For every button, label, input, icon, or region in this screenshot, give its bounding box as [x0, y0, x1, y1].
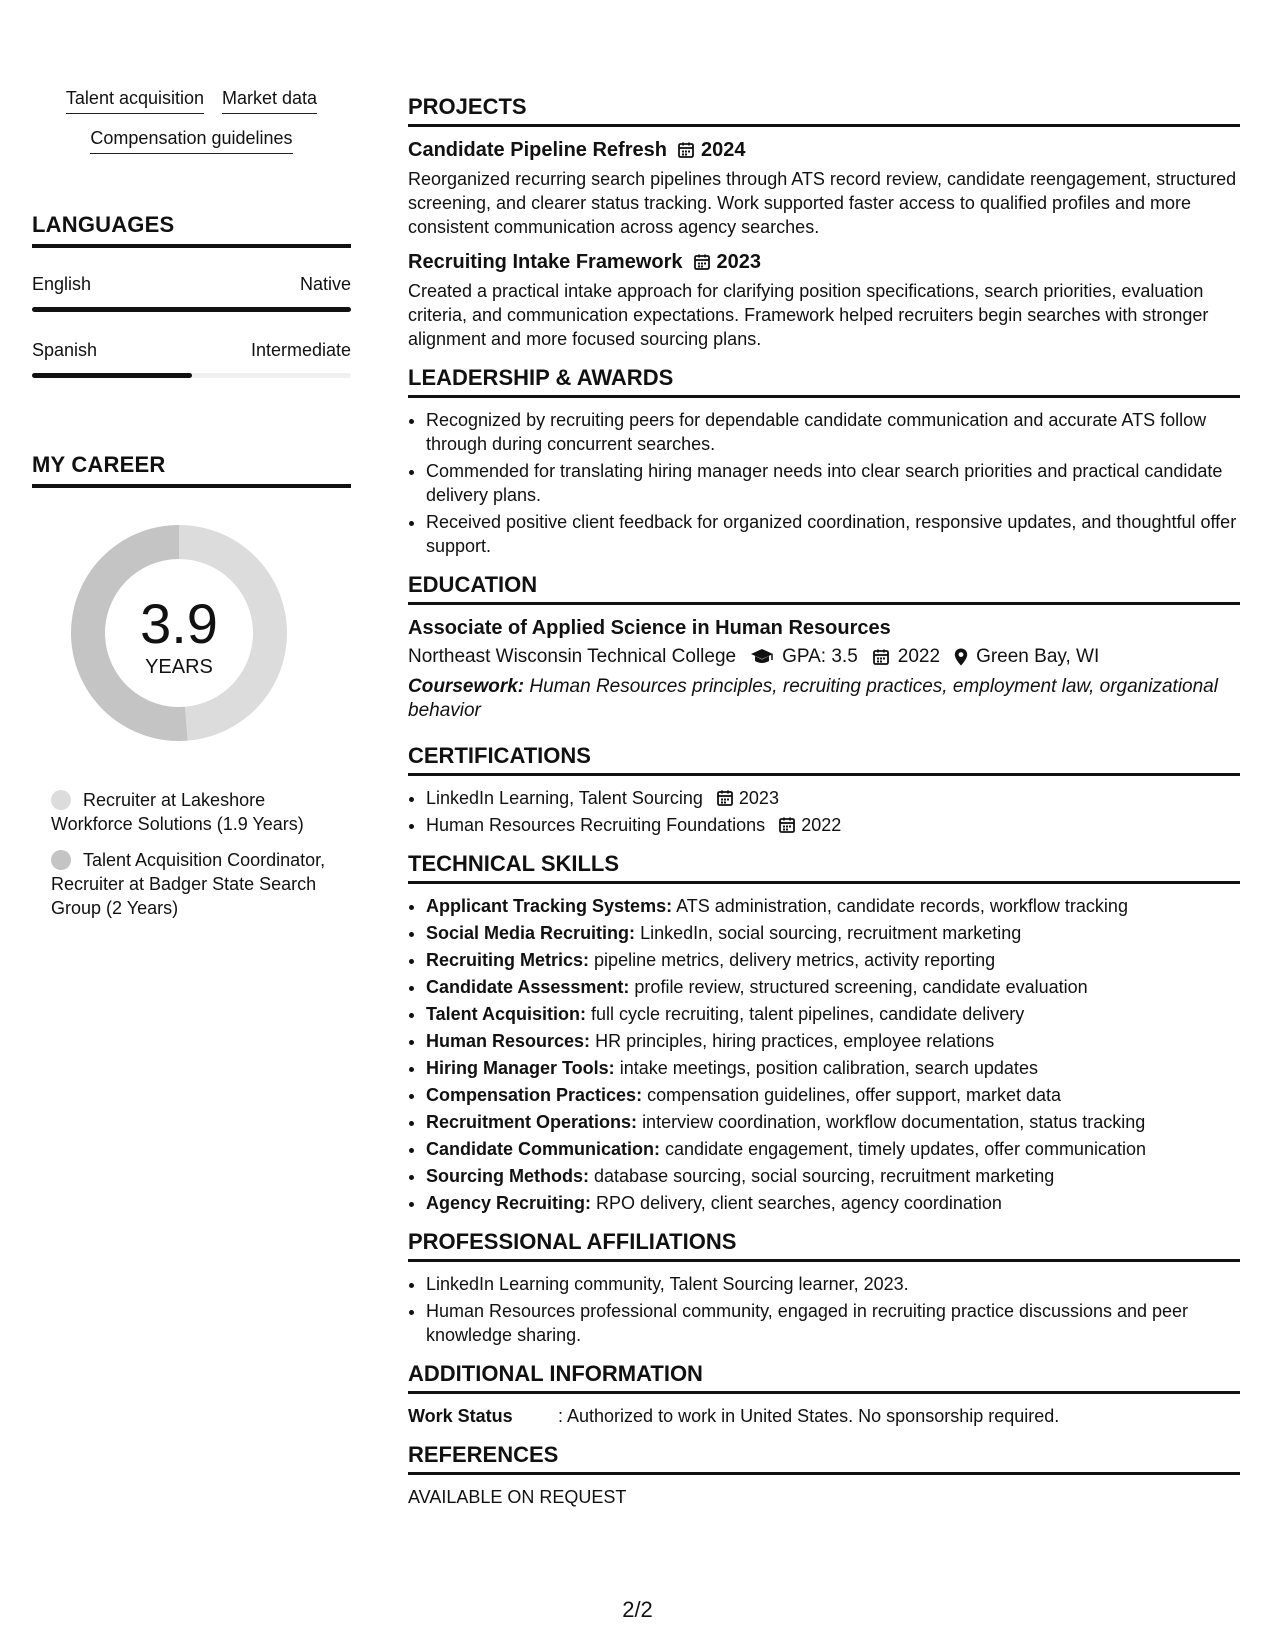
- language-name: English: [32, 274, 92, 294]
- certifications-list: [408, 786, 1240, 837]
- skills-list: [408, 894, 1240, 1215]
- project-title-row: [408, 249, 1240, 275]
- leadership-item: • Received positive client feedback for organized coordination, responsive updates, and thoughtful offer support.: [426, 510, 1240, 558]
- skill-item: [426, 1191, 1240, 1215]
- skill-item: [426, 894, 1240, 918]
- coursework-text: Human Resources principles, recruiting practices, employment law, organizational behavior: [408, 676, 1218, 721]
- calendar-icon: [778, 816, 796, 834]
- work-status-row: [408, 1404, 1240, 1428]
- project-year: 2024: [700, 139, 746, 161]
- leadership-item: • Recognized by recruiting peers for dependable candidate communication and accurate ATS follow through during concurrent searches.: [426, 408, 1240, 456]
- skill-item: [426, 1110, 1240, 1134]
- language-proficiency-bar: [32, 373, 351, 378]
- certification-item: [426, 786, 1240, 810]
- references-section: [408, 1442, 1240, 1509]
- references-heading: REFERENCES: [408, 1442, 1240, 1475]
- education-heading: EDUCATION: [408, 572, 1240, 605]
- certification-year: 2022: [801, 815, 842, 835]
- projects-heading: PROJECTS: [408, 94, 1240, 127]
- skill-category: Candidate Communication:: [426, 1139, 661, 1159]
- leadership-section: [408, 365, 1240, 558]
- skill-details: candidate engagement, timely updates, offer communication: [665, 1139, 1146, 1159]
- degree-title: Associate of Applied Science in Human Resources: [408, 617, 891, 639]
- skill-category: Human Resources:: [426, 1031, 591, 1051]
- additional-info-heading: ADDITIONAL INFORMATION: [408, 1361, 1240, 1394]
- left-column: [32, 86, 351, 918]
- certifications-heading: CERTIFICATIONS: [408, 743, 1240, 776]
- skill-category: Candidate Assessment:: [426, 977, 630, 997]
- career-heading: MY CAREER: [32, 452, 351, 488]
- skill-category: Social Media Recruiting:: [426, 923, 636, 943]
- affiliation-item: • LinkedIn Learning community, Talent Sourcing learner, 2023.: [426, 1272, 1240, 1296]
- skill-category: Recruiting Metrics:: [426, 950, 590, 970]
- calendar-icon: [677, 141, 695, 159]
- leadership-list: [408, 408, 1240, 558]
- certification-name: LinkedIn Learning, Talent Sourcing: [426, 788, 703, 808]
- language-name: Spanish: [32, 340, 98, 360]
- skill-details: pipeline metrics, delivery metrics, activity reporting: [594, 950, 996, 970]
- project-name: Recruiting Intake Framework: [408, 251, 683, 273]
- affiliation-item: • Human Resources professional community, engaged in recruiting practice discussions and peer knowledge sharing.: [426, 1299, 1240, 1347]
- career-legend: [51, 788, 331, 932]
- legend-dot: [51, 850, 71, 870]
- skill-item: [426, 948, 1240, 972]
- language-row: [32, 274, 351, 295]
- skill-category: Recruitment Operations:: [426, 1112, 638, 1132]
- right-column: [408, 94, 1240, 1523]
- leadership-heading: LEADERSHIP & AWARDS: [408, 365, 1240, 398]
- gpa: GPA: 3.5: [782, 646, 858, 667]
- skill-item: [426, 1164, 1240, 1188]
- skill-category: Agency Recruiting:: [426, 1193, 592, 1213]
- certification-name: Human Resources Recruiting Foundations: [426, 815, 766, 835]
- work-status-label: Work Status: [408, 1406, 513, 1426]
- career-total-years: 3.9: [140, 592, 218, 655]
- career-role-text: Recruiter at Lakeshore Workforce Solutions (1.9 Years): [51, 790, 304, 834]
- calendar-icon: [693, 253, 711, 271]
- skill-details: RPO delivery, client searches, agency coordination: [596, 1193, 1002, 1213]
- career-legend-item: [51, 848, 331, 920]
- affiliations-heading: PROFESSIONAL AFFILIATIONS: [408, 1229, 1240, 1262]
- calendar-icon: [716, 789, 734, 807]
- skill-details: HR principles, hiring practices, employee relations: [595, 1031, 995, 1051]
- affiliations-list: [408, 1272, 1240, 1347]
- school-location: Green Bay, WI: [976, 646, 1100, 667]
- skill-details: interview coordination, workflow documentation, status tracking: [642, 1112, 1146, 1132]
- language-proficiency-bar: [32, 307, 351, 312]
- language-proficiency-fill: [32, 373, 192, 378]
- certifications-section: [408, 743, 1240, 837]
- skills-heading: TECHNICAL SKILLS: [408, 851, 1240, 884]
- language-proficiency-fill: [32, 307, 351, 312]
- skill-category: Sourcing Methods:: [426, 1166, 589, 1186]
- skill-item: [426, 975, 1240, 999]
- language-row: [32, 340, 351, 361]
- skill-details: intake meetings, position calibration, search updates: [619, 1058, 1038, 1078]
- leadership-item: • Commended for translating hiring manager needs into clear search priorities and practical candidate delivery plans.: [426, 459, 1240, 507]
- skills-section: [408, 851, 1240, 1215]
- page-number: 2/2: [622, 1597, 653, 1622]
- skill-details: full cycle recruiting, talent pipelines, candidate delivery: [591, 1004, 1025, 1024]
- coursework-label: Coursework:: [408, 676, 525, 697]
- career-years-label: YEARS: [145, 656, 213, 678]
- skill-item: [426, 1083, 1240, 1107]
- skill-tag: Market data: [222, 86, 317, 114]
- skill-item: [426, 1029, 1240, 1053]
- education-section: [408, 572, 1240, 723]
- skill-details: LinkedIn, social sourcing, recruitment marketing: [640, 923, 1022, 943]
- languages-heading: LANGUAGES: [32, 212, 351, 248]
- career-donut-chart: [66, 520, 292, 746]
- school-name: Northeast Wisconsin Technical College: [408, 646, 737, 667]
- skill-item: [426, 1002, 1240, 1026]
- coursework: [408, 675, 1240, 723]
- skill-tag: Compensation guidelines: [90, 126, 292, 154]
- language-level: Native: [299, 274, 351, 294]
- project-year: 2023: [716, 251, 762, 273]
- additional-info-section: [408, 1361, 1240, 1428]
- project-title-row: [408, 137, 1240, 163]
- skill-tag: Talent acquisition: [66, 86, 204, 114]
- graduation-year: 2022: [897, 646, 941, 667]
- references-text: AVAILABLE ON REQUEST: [408, 1487, 627, 1507]
- education-details: [408, 643, 1240, 671]
- legend-dot: [51, 790, 71, 810]
- skill-category: Talent Acquisition:: [426, 1004, 586, 1024]
- project-name: Candidate Pipeline Refresh: [408, 139, 667, 161]
- skill-details: ATS administration, candidate records, workflow tracking: [676, 896, 1128, 916]
- skill-details: database sourcing, social sourcing, recruitment marketing: [594, 1166, 1055, 1186]
- languages-section: [32, 212, 351, 378]
- projects-section: [408, 94, 1240, 351]
- language-level: Intermediate: [250, 340, 351, 360]
- project-description: Created a practical intake approach for clarifying position specifications, search priorities, evaluation criteria, and communication expectations. Framework helped recruiters begin searches with stronger alignment and more focused sourcing plans.: [408, 281, 1209, 349]
- skill-category: Compensation Practices:: [426, 1085, 643, 1105]
- project-description: Reorganized recurring search pipelines through ATS record review, candidate reengagement, structured screening, and clearer status tracking. Work supported faster access to qualified profiles and more consistent communication across agency searches.: [408, 169, 1237, 237]
- skill-details: profile review, structured screening, candidate evaluation: [634, 977, 1088, 997]
- career-legend-item: [51, 788, 331, 836]
- career-role-text: Talent Acquisition Coordinator, Recruiter at Badger State Search Group (2 Years): [51, 850, 326, 918]
- graduation-cap-icon: [750, 648, 774, 666]
- calendar-icon: [872, 648, 890, 666]
- certification-year: 2023: [738, 788, 779, 808]
- work-status-value: : Authorized to work in United States. No sponsorship required.: [558, 1406, 1060, 1426]
- certification-item: [426, 813, 1240, 837]
- skill-category: Hiring Manager Tools:: [426, 1058, 615, 1078]
- skill-item: [426, 921, 1240, 945]
- skill-tags: [32, 86, 351, 154]
- skill-category: Applicant Tracking Systems:: [426, 896, 673, 916]
- career-section: [32, 452, 351, 918]
- skill-item: [426, 1137, 1240, 1161]
- skill-details: compensation guidelines, offer support, market data: [647, 1085, 1061, 1105]
- affiliations-section: [408, 1229, 1240, 1347]
- skill-item: [426, 1056, 1240, 1080]
- location-pin-icon: [954, 648, 968, 666]
